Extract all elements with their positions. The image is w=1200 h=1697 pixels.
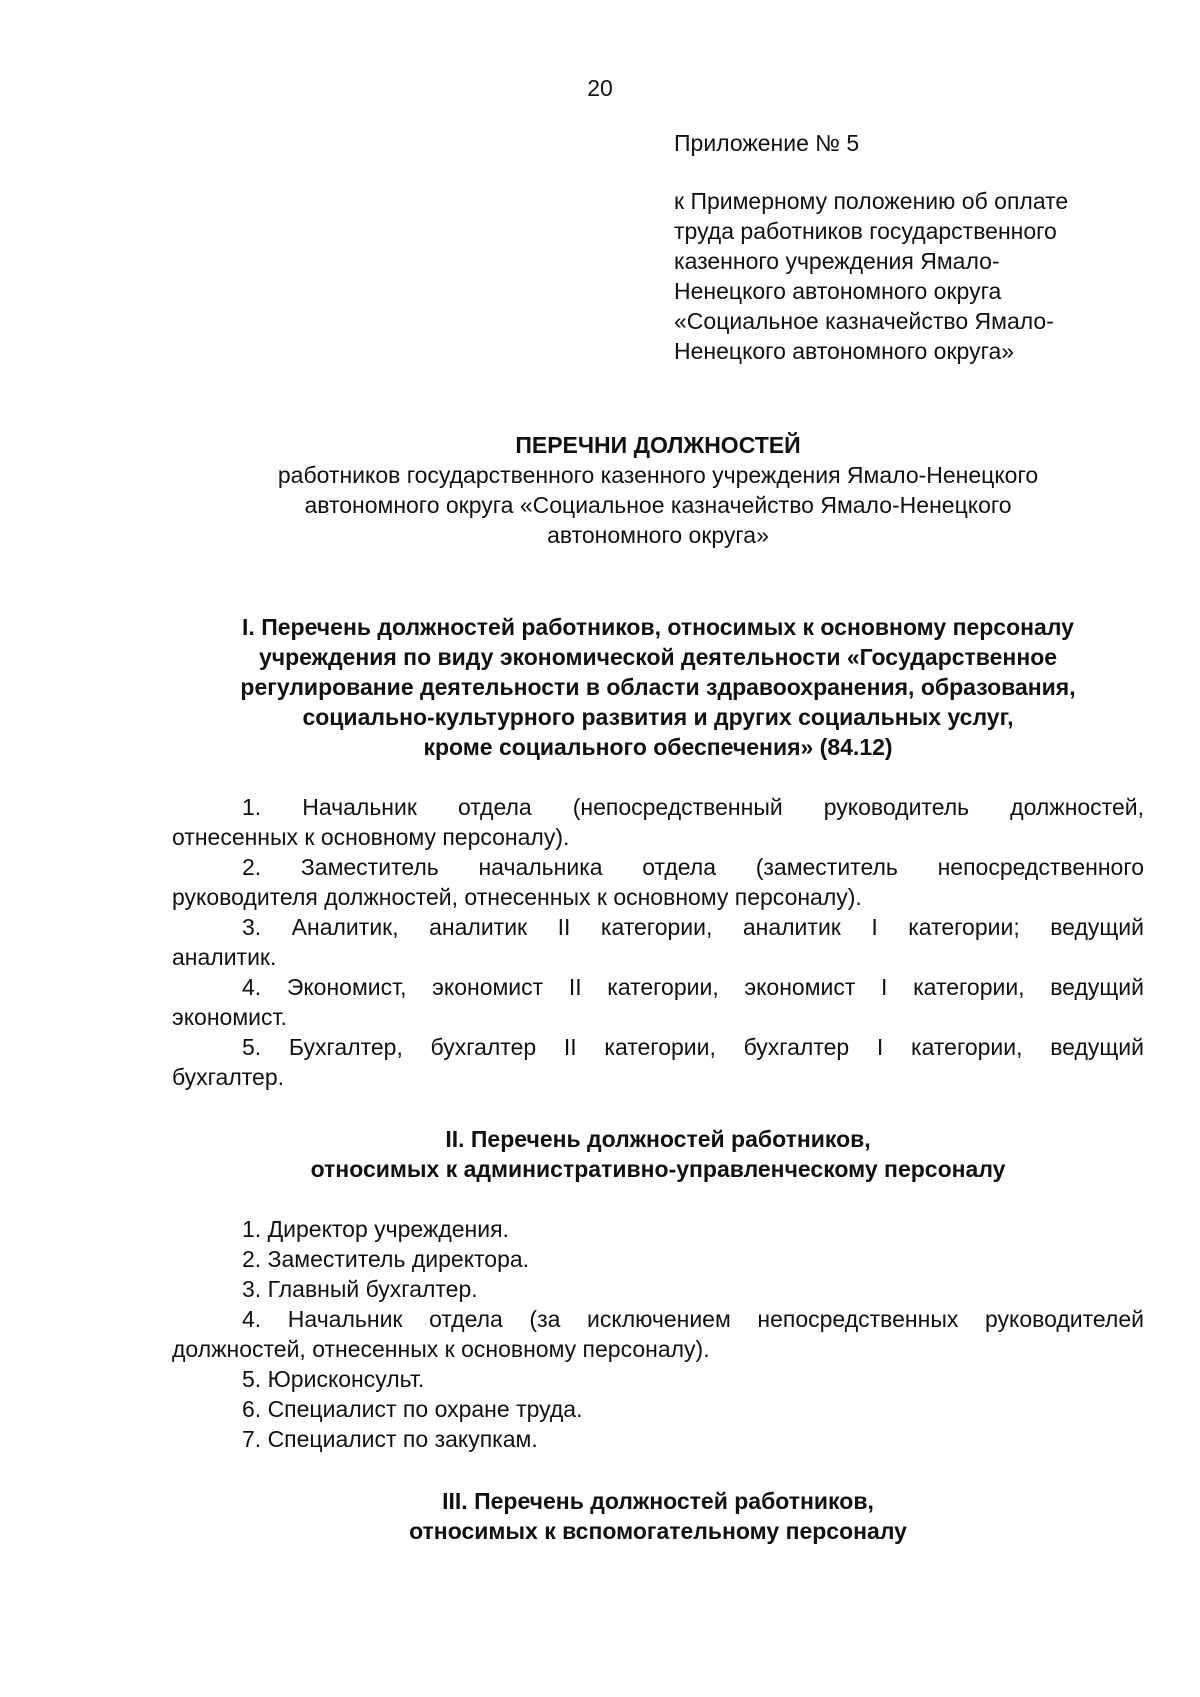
- list-item: [172, 1214, 1144, 1244]
- list-item-first-line: 5. Юрисконсульт.: [242, 1366, 425, 1392]
- list-item-first-line: 4. Экономист, экономист II категории, экономист I категории, ведущий: [242, 974, 1144, 1000]
- section-3: [172, 1486, 1144, 1546]
- document-subtitle-line: автономного округа»: [547, 522, 769, 548]
- section-heading-line: относимых к вспомогательному персоналу: [409, 1518, 907, 1544]
- page-number: 20: [587, 75, 613, 101]
- section-heading-line: социально-культурного развития и других социальных услуг,: [302, 704, 1014, 730]
- section-heading-line: III. Перечень должностей работников,: [442, 1488, 874, 1514]
- list-item-first-line: 3. Главный бухгалтер.: [242, 1276, 478, 1302]
- list-item-continuation: бухгалтер.: [172, 1064, 285, 1090]
- list-item-first-line: 2. Заместитель директора.: [242, 1246, 530, 1272]
- list-item: [172, 912, 1144, 972]
- document-title-block: [172, 430, 1144, 550]
- section-heading: [172, 1486, 1144, 1546]
- section-heading-line: кроме социального обеспечения» (84.12): [423, 734, 893, 760]
- section-items: [172, 792, 1144, 1092]
- appendix-reference-line: труда работников государственного: [674, 218, 1057, 244]
- list-item: [172, 1364, 1144, 1394]
- section-1: [172, 612, 1144, 1092]
- list-item-continuation: руководителя должностей, отнесенных к основному персоналу).: [172, 884, 862, 910]
- list-item-first-line: 5. Бухгалтер, бухгалтер II категории, бухгалтер I категории, ведущий: [242, 1034, 1144, 1060]
- section-heading-line: регулирование деятельности в области здравоохранения, образования,: [240, 674, 1076, 700]
- list-item-continuation: должностей, отнесенных к основному персоналу).: [172, 1336, 710, 1362]
- list-item-first-line: 7. Специалист по закупкам.: [242, 1426, 538, 1452]
- document-title: ПЕРЕЧНИ ДОЛЖНОСТЕЙ: [515, 432, 801, 458]
- list-item: [172, 972, 1144, 1032]
- document-subtitle-line: автономного округа «Социальное казначейство Ямало-Ненецкого: [304, 492, 1012, 518]
- list-item-first-line: 3. Аналитик, аналитик II категории, аналитик I категории; ведущий: [242, 914, 1144, 940]
- list-item: [172, 1274, 1144, 1304]
- appendix-block: [674, 128, 1154, 366]
- list-item-first-line: 4. Начальник отдела (за исключением непосредственных руководителей: [242, 1306, 1144, 1332]
- list-item-continuation: отнесенных к основному персоналу).: [172, 824, 570, 850]
- appendix-reference-line: казенного учреждения Ямало-: [674, 248, 1000, 274]
- section-heading-line: I. Перечень должностей работников, относимых к основному персоналу: [242, 614, 1074, 640]
- list-item-first-line: 6. Специалист по охране труда.: [242, 1396, 583, 1422]
- list-item: [172, 1244, 1144, 1274]
- list-item-continuation: экономист.: [172, 1004, 287, 1030]
- section-heading-line: учреждения по виду экономической деятельности «Государственное: [258, 644, 1058, 670]
- appendix-reference-line: Ненецкого автономного округа: [674, 278, 1002, 304]
- section-items: [172, 1214, 1144, 1454]
- appendix-label: Приложение № 5: [674, 130, 860, 156]
- list-item: [172, 792, 1144, 852]
- list-item-first-line: 1. Начальник отдела (непосредственный руководитель должностей,: [242, 794, 1144, 820]
- appendix-reference-line: Ненецкого автономного округа»: [674, 338, 1015, 364]
- list-item-first-line: 2. Заместитель начальника отдела (заместитель непосредственного: [242, 854, 1144, 880]
- appendix-reference-line: к Примерному положению об оплате: [674, 188, 1069, 214]
- list-item: [172, 1394, 1144, 1424]
- list-item-first-line: 1. Директор учреждения.: [242, 1216, 509, 1242]
- section-heading-line: относимых к административно-управленческому персоналу: [310, 1156, 1006, 1182]
- appendix-reference-line: «Социальное казначейство Ямало-: [674, 308, 1054, 334]
- section-heading: [172, 1124, 1144, 1184]
- list-item-continuation: аналитик.: [172, 944, 277, 970]
- section-2: [172, 1124, 1144, 1454]
- list-item: [172, 1304, 1144, 1364]
- list-item: [172, 1032, 1144, 1092]
- section-heading-line: II. Перечень должностей работников,: [445, 1126, 871, 1152]
- document-subtitle-line: работников государственного казенного учреждения Ямало-Ненецкого: [277, 462, 1039, 488]
- list-item: [172, 1424, 1144, 1454]
- section-heading: [172, 612, 1144, 762]
- list-item: [172, 852, 1144, 912]
